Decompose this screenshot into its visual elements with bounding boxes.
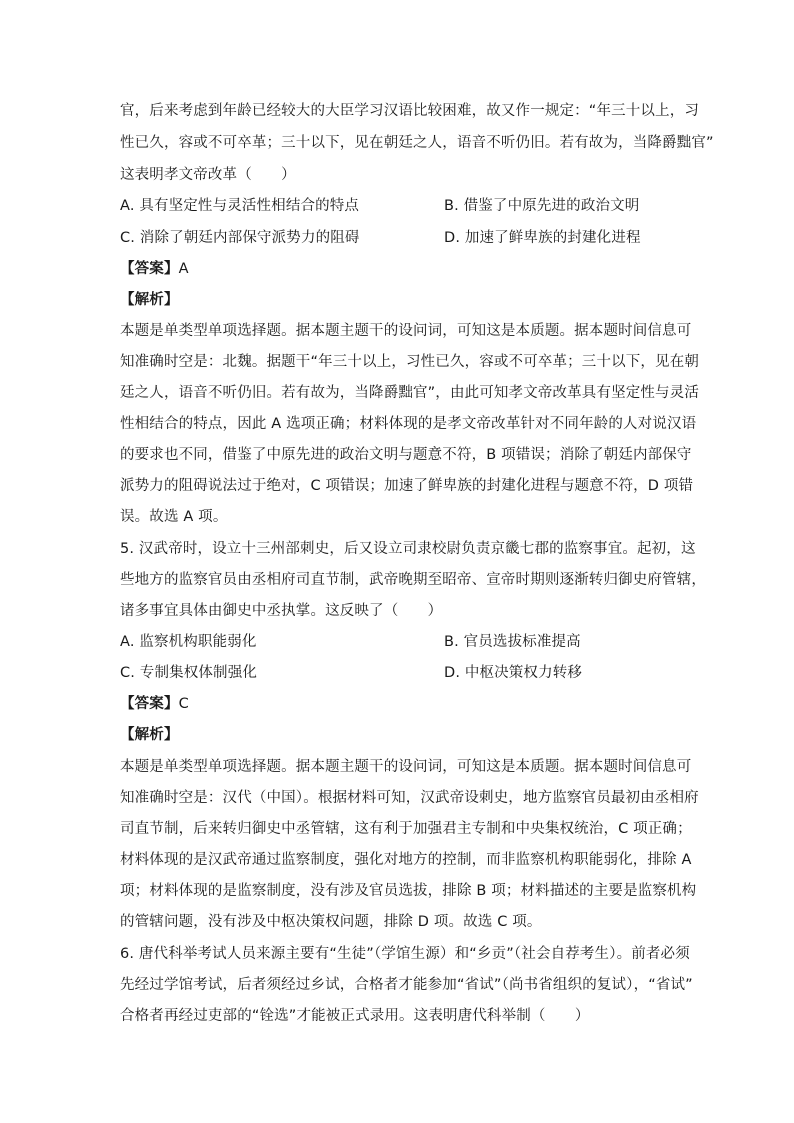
q5-option-a: A. 监察机构职能弱化 bbox=[120, 634, 257, 650]
q6-stem-line-2: 先经过学馆考试，后者须经过乡试，合格者才能参加“省试”（尚书省组织的复试），“省试” bbox=[120, 977, 693, 993]
q5-stem-line-2: 些地方的监察官员由丞相府司直节制，武帝晚期至昭帝、宣帝时期则逐渐转归御史府管辖， bbox=[120, 572, 706, 588]
q4-answer-value: A bbox=[178, 261, 189, 277]
q5-answer-value: C bbox=[178, 696, 189, 712]
q6-stem-line-3: 合格者再经过吏部的“铨选”才能被正式录用。这表明唐代科举制（ ） bbox=[120, 1008, 590, 1024]
q5-stem-line-1: 5. 汉武帝时，设立十三州部刺史，后又设立司隶校尉负责京畿七郡的监察事宜。起初，这 bbox=[120, 541, 696, 557]
q4-analysis-line-1: 本题是单类型单项选择题。据本题主题干的设问词，可知这是本质题。据本题时间信息可 bbox=[120, 323, 692, 339]
q4-analysis-line-4: 性相结合的特点，因此 A 选项正确；材料体现的是孝文帝改革针对不同年龄的人对说汉语 bbox=[120, 416, 697, 432]
q4-stem-line-1: 官，后来考虑到年龄已经较大的大臣学习汉语比较困难，故又作一规定：“年三十以上，习 bbox=[120, 103, 700, 119]
q5-analysis-line-4: 材料体现的是汉武帝通过监察制度，强化对地方的控制，而非监察机构职能弱化，排除 A bbox=[120, 852, 692, 868]
q4-option-b: B. 借鉴了中原先进的政治文明 bbox=[444, 198, 640, 214]
q4-analysis-line-7: 误。故选 A 项。 bbox=[120, 509, 228, 525]
q4-answer-line bbox=[120, 259, 189, 279]
q4-option-d: D. 加速了鲜卑族的封建化进程 bbox=[444, 230, 641, 246]
q5-analysis-line-1: 本题是单类型单项选择题。据本题主题干的设问词，可知这是本质题。据本题时间信息可 bbox=[120, 759, 692, 775]
q5-analysis-line-2: 知准确时空是：汉代（中国）。根据材料可知，汉武帝设刺史，地方监察官员最初由丞相府 bbox=[120, 790, 699, 806]
q5-analysis-line-5: 项；材料体现的是监察制度，没有涉及官员选拔，排除 B 项；材料描述的主要是监察机构 bbox=[120, 883, 697, 899]
q4-option-a: A. 具有坚定性与灵活性相结合的特点 bbox=[120, 198, 360, 214]
q4-analysis-line-6: 派势力的阻碍说法过于绝对，C 项错误；加速了鲜卑族的封建化进程与题意不符，D 项错 bbox=[120, 478, 694, 494]
q5-answer-tag: 【答案】 bbox=[120, 696, 179, 712]
q5-option-c: C. 专制集权体制强化 bbox=[120, 665, 257, 681]
q4-analysis-line-5: 的要求也不同，借鉴了中原先进的政治文明与题意不符，B 项错误；消除了朝廷内部保守 bbox=[120, 447, 692, 463]
q5-analysis-tag: 【解析】 bbox=[120, 727, 179, 743]
q5-analysis-line-6: 的管辖问题，没有涉及中枢决策权问题，排除 D 项。故选 C 项。 bbox=[120, 914, 542, 930]
q5-stem-line-3: 诸多事宜具体由御史中丞执掌。这反映了（ ） bbox=[120, 603, 443, 619]
q6-stem-line-1: 6. 唐代科举考试人员来源主要有“生徒”（学馆生源）和“乡贡”（社会自荐考生）。前者必须 bbox=[120, 946, 690, 962]
q4-stem-line-2: 性已久，容或不可卒革；三十以下，见在朝廷之人，语音不听仍旧。若有故为，当降爵黜官” bbox=[120, 135, 714, 151]
q4-analysis-line-2: 知准确时空是：北魏。据题干“年三十以上，习性已久，容或不可卒革；三十以下，见在朝 bbox=[120, 354, 700, 370]
q5-answer-line bbox=[120, 694, 189, 714]
q4-analysis-line-3: 廷之人，语音不听仍旧。若有故为，当降爵黜官”，由此可知孝文帝改革具有坚定性与灵活 bbox=[120, 385, 700, 401]
q5-analysis-line-3: 司直节制，后来转归御史中丞管辖，这有利于加强君主专制和中央集权统治，C 项正确； bbox=[120, 821, 692, 837]
q4-option-c: C. 消除了朝廷内部保守派势力的阻碍 bbox=[120, 230, 360, 246]
q4-stem-line-3: 这表明孝文帝改革（ ） bbox=[120, 167, 296, 183]
q5-option-b: B. 官员选拔标准提高 bbox=[444, 634, 581, 650]
q4-analysis-tag: 【解析】 bbox=[120, 292, 179, 308]
q4-answer-tag: 【答案】 bbox=[120, 261, 179, 277]
q5-option-d: D. 中枢决策权力转移 bbox=[444, 665, 583, 681]
